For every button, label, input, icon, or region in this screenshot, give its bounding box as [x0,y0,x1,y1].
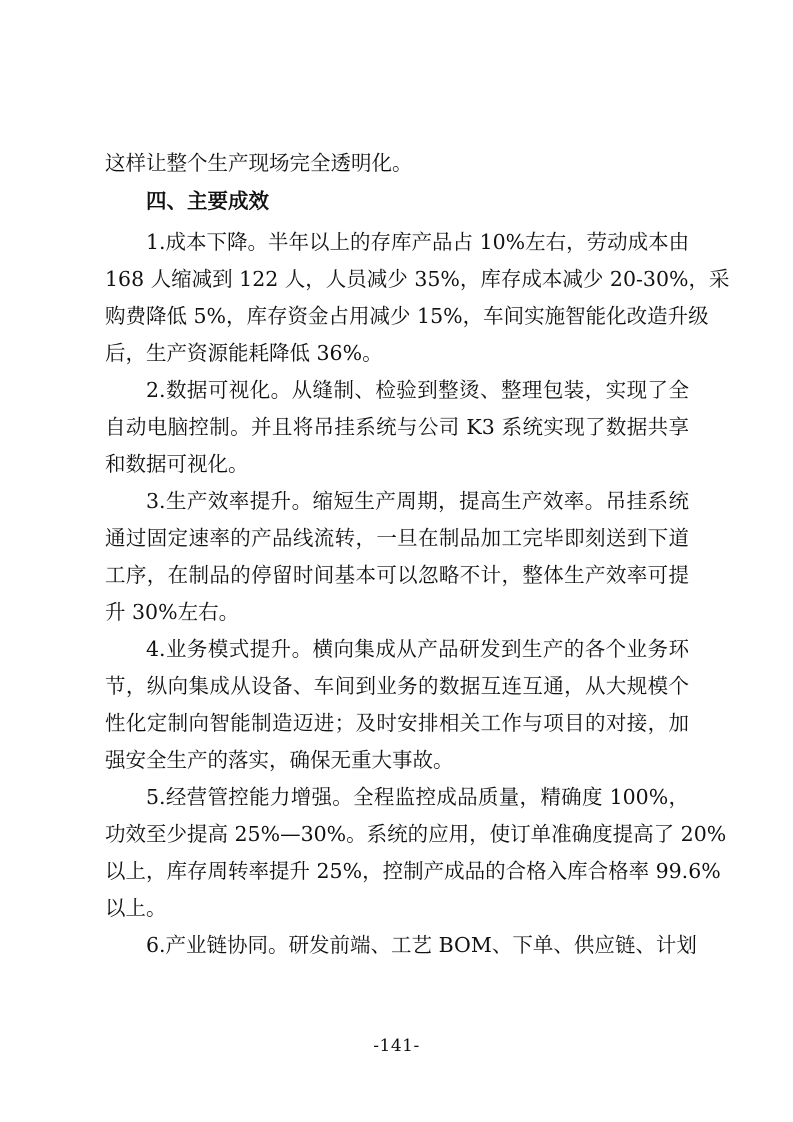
text-line: 强安全生产的落实，确保无重大事故。 [105,748,454,772]
text-line: 和数据可视化。 [105,452,249,476]
text-line: 自动电脑控制。并且将吊挂系统与公司 K3 系统实现了数据共享 [105,415,689,439]
text-line: 后，生产资源能耗降低 36%。 [105,341,383,365]
text-line: 工序，在制品的停留时间基本可以忽略不计，整体生产效率可提 [105,563,689,587]
text-line: 节，纵向集成从设备、车间到业务的数据互连互通，从大规模个 [105,674,689,698]
text-line: 1.成本下降。半年以上的存库产品占 10%左右，劳动成本由 [146,230,690,254]
text-line: 性化定制向智能制造迈进；及时安排相关工作与项目的对接，加 [105,711,689,735]
text-line: 功效至少提高 25%—30%。系统的应用，使订单准确度提高了 20% [105,822,727,846]
text-line: 5.经营管控能力增强。全程监控成品质量，精确度 100%， [146,785,689,809]
text-line: 这样让整个生产现场完全透明化。 [105,151,413,175]
text-line: 6.产业链协同。研发前端、工艺 BOM、下单、供应链、计划 [146,933,697,957]
page-number: -141- [373,1036,420,1056]
text-line: 3.生产效率提升。缩短生产周期，提高生产效率。吊挂系统 [146,489,689,513]
text-line: 通过固定速率的产品线流转，一旦在制品加工完毕即刻送到下道 [105,526,689,550]
section-heading: 四、主要成效 [146,189,269,213]
text-line: 2.数据可视化。从缝制、检验到整烫、整理包装，实现了全 [146,378,689,402]
text-line: 购费降低 5%，库存资金占用减少 15%，车间实施智能化改造升级 [105,304,709,328]
text-line: 4.业务模式提升。横向集成从产品研发到生产的各个业务环 [146,637,689,661]
text-line: 以上。 [105,896,167,920]
text-line: 168 人缩减到 122 人，人员减少 35%，库存成本减少 20-30%，采 [105,267,730,291]
text-line: 升 30%左右。 [105,600,240,624]
text-line: 以上，库存周转率提升 25%，控制产成品的合格入库合格率 99.6% [105,859,721,883]
